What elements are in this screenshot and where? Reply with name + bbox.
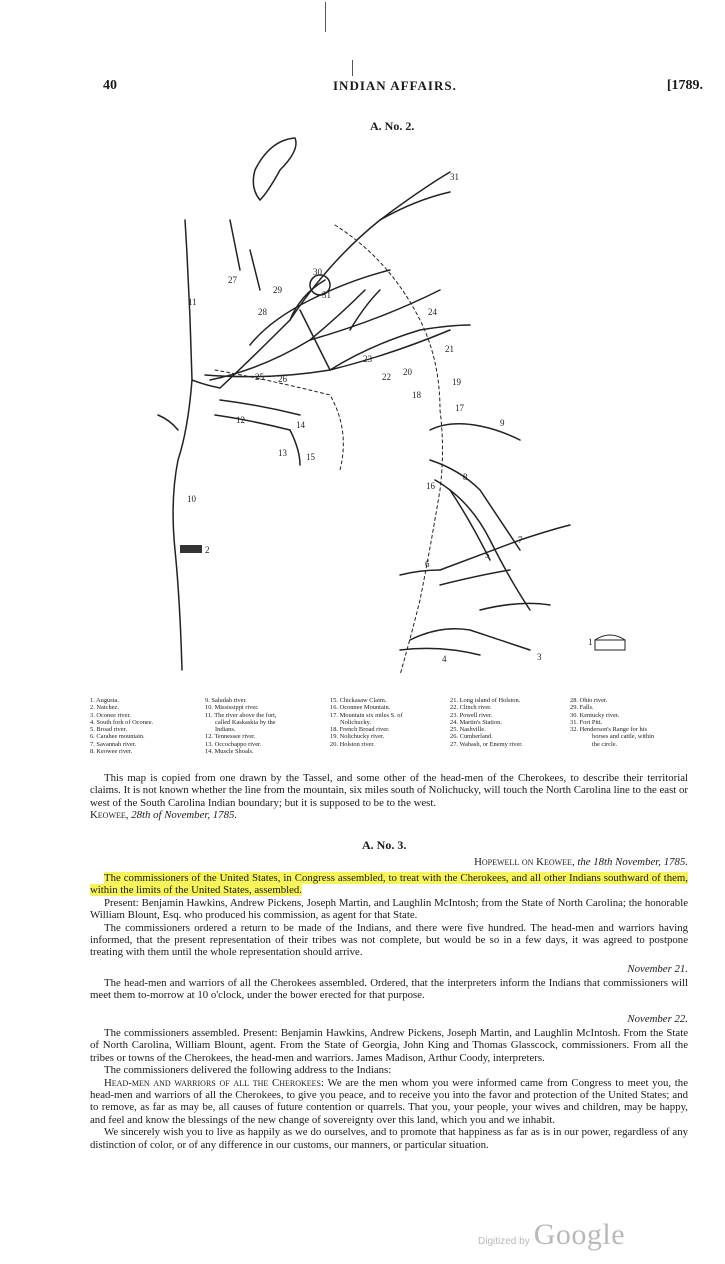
legend-entry: 32. Henderson's Range for his: [570, 726, 647, 734]
legend-entry: 27. Wabash, or Enemy river.: [450, 740, 523, 748]
map-label: 21: [445, 344, 454, 354]
map-label: 4: [442, 654, 447, 664]
delivered-paragraph: The commissioners delivered the following address to the Indians:: [104, 1064, 392, 1077]
date-nov-22: November 22.: [627, 1013, 688, 1025]
map-legend-column-3: [330, 697, 403, 748]
legend-entry: 16. Oconnee Mountain.: [330, 704, 391, 712]
running-title: INDIAN AFFAIRS.: [333, 78, 457, 93]
legend-entry: 20. Holston river.: [330, 740, 375, 748]
final-paragraph: We sincerely wish you to live as happily as we do ourselves, and to promote that happiness as far as is in our power, regardless of any distinction of color, or of any difference in our customs, our manners, or particular situation.: [90, 1126, 688, 1151]
legend-entry: 30. Kentucky river.: [570, 711, 620, 719]
map-label: 23: [363, 354, 372, 364]
nov-22-paragraph: The commissioners assembled. Present: Benjamin Hawkins, Andrew Pickens, Joseph Martin, and Laughlin McIntosh. From the State of North Carolina, William Blount, agent. From the State of Georgia, John King and Thomas Glasscock, commissioners. From all the tribes or towns of the Cherokees, the head-men and warriors. James Madison, Arthur Coody, interpreters.: [90, 1027, 688, 1064]
page-header: [103, 78, 703, 100]
map-label: 31: [322, 290, 331, 300]
legend-entry: 8. Keowee river.: [90, 748, 133, 756]
map-number-labels: [187, 172, 593, 664]
map-legend-column-1: [90, 697, 153, 755]
date-nov-21: November 21.: [627, 963, 688, 975]
legend-entry: 28. Ohio river.: [570, 697, 608, 704]
present-paragraph: Present: Benjamin Hawkins, Andrew Pickens, Joseph Martin, and Laughlin McIntosh; from the State of North Carolina; the honorable William Blount, Esq. who produced his commission, as agent for that State.: [90, 896, 688, 922]
legend-entry: 18. French Broad river.: [330, 726, 390, 734]
legend-entry: 11. The river above the fort,: [205, 711, 277, 719]
dateline: [90, 856, 688, 868]
map-label: 20: [403, 367, 412, 377]
map-label: 22: [382, 372, 391, 382]
legend-entry: 31. Fort Pitt.: [570, 718, 603, 726]
legend-entry: 24. Martin's Station.: [450, 718, 502, 726]
address-lead: Head-men and warriors of all the Cherokees:: [104, 1076, 324, 1089]
map-label: 27: [228, 275, 237, 285]
highlighted-passage: The commissioners of the United States, in Congress assembled, to treat with the Cherokees, and all other Indians southward of them, within the limits of the United States, assembled.: [90, 872, 688, 897]
natchez-town-icon: [180, 545, 202, 553]
map-legend-column-5: [570, 697, 654, 748]
digitized-by-google-watermark: [478, 1218, 625, 1252]
map-label: 6: [425, 559, 430, 569]
map-label: 11: [188, 297, 197, 307]
top-rule-line: [352, 60, 353, 76]
address-paragraph: [90, 1077, 688, 1127]
cherokee-territory-map: [150, 130, 650, 680]
map-label: 28: [258, 307, 267, 317]
map-label: 1: [588, 637, 593, 647]
map-label: 25: [255, 372, 264, 382]
map-caption: A. No. 2.: [370, 119, 415, 133]
legend-entry: 19. Nolichucky river.: [330, 733, 385, 741]
map-label: 16: [426, 481, 435, 491]
map-label: 19: [452, 377, 461, 387]
nov-22-block: [90, 1027, 688, 1151]
highlighted-opening: [90, 872, 688, 897]
augusta-town-icon: [595, 635, 625, 650]
legend-entry: 4. South fork of Oconee.: [90, 718, 154, 726]
legend-entry: called Kaskaskia by the: [215, 718, 276, 726]
map-legend-column-4: [450, 697, 523, 748]
page-number: 40: [103, 78, 117, 93]
legend-entry: 29. Falls.: [570, 704, 594, 712]
legend-entry: 9. Saludah river.: [205, 697, 247, 704]
map-label: 26: [278, 374, 287, 384]
map-label: 9: [500, 418, 505, 428]
map-label: 13: [278, 448, 287, 458]
legend-entry: 5. Broad river.: [90, 726, 127, 734]
legend-entry: 21. Long island of Holston.: [450, 697, 521, 704]
dateline-place: Hopewell on Keowee,: [474, 856, 575, 868]
legend-entry: 7. Savannah river.: [90, 740, 137, 748]
legend-entry: 23. Powell river.: [450, 711, 493, 719]
watermark-brand: Google: [533, 1218, 626, 1251]
map-lines: [158, 138, 570, 670]
map-note-text: This map is copied from one drawn by the Tassel, and some other of the head-men of the Cherokees, to describe their territorial claims. It is not known whether the line from the mountain, six miles south of Nolichucky, will touch the North Carolina line to the east or west of the South Carolina Indian boundary; but it is supposed to be to the west.: [90, 772, 688, 809]
legend-entry: Nolichucky.: [340, 718, 371, 726]
legend-entry: 3. Oconee river.: [90, 711, 131, 719]
legend-entry: the circle.: [592, 740, 618, 748]
dateline-date: the 18th November, 1785.: [577, 856, 688, 868]
map-label: 31: [450, 172, 459, 182]
map-label: 8: [463, 472, 468, 482]
legend-entry: 15. Chickasaw Claim.: [330, 697, 387, 704]
watermark-prefix: Digitized by: [478, 1236, 530, 1247]
legend-entry: 22. Clinch river.: [450, 704, 492, 712]
map-label: 12: [236, 415, 245, 425]
legend-entry: 17. Mountain six miles S. of: [330, 711, 403, 719]
map-label: 2: [205, 545, 210, 555]
legend-entry: Indians.: [215, 726, 236, 734]
section-title: A. No. 3.: [362, 838, 407, 852]
map-label: 10: [187, 494, 196, 504]
legend-entry: 25. Nashville.: [450, 726, 486, 734]
map-note-date: 28th of November, 1785.: [131, 809, 238, 822]
nov-21-block: [90, 977, 688, 1002]
dateline-row: [90, 856, 688, 868]
legend-entry: 1. Augusta.: [90, 697, 119, 704]
map-label: 24: [428, 307, 437, 317]
map-note-signature: [90, 809, 688, 821]
legend-entry: horses and cattle, within: [592, 733, 655, 741]
proceedings-block: [90, 872, 688, 959]
map-label: 3: [537, 652, 542, 662]
top-rule-line: [325, 2, 326, 32]
map-label: 30: [313, 267, 322, 277]
map-legend-column-2: [205, 697, 277, 755]
address-body: We are the men whom you were informed came from Congress to meet you, the head-men and warriors of all the Cherokees, to give you peace, and to receive you into the favor and protection of the United States; and to remove, as far as may be, all causes of future contention or quarrels. That you, your people, your wives and children, may be happy, and feel and know the blessings of the new change of sovereignty over this land, which you and we inhabit.: [90, 1076, 688, 1126]
map-note-place: Keowee,: [90, 809, 129, 822]
legend-entry: 14. Muscle Shoals.: [205, 748, 254, 756]
map-label: 18: [412, 390, 421, 400]
legend-entry: 12. Tennessee river.: [205, 733, 256, 741]
nov-21-paragraph: The head-men and warriors of all the Cherokees assembled. Ordered, that the interpreters inform the Indians that commissioners will meet them to-morrow at 10 o'clock, under the bower erected for that purpose.: [90, 977, 688, 1002]
legend-entry: 26. Cumberland.: [450, 733, 493, 741]
map-label: 15: [306, 452, 315, 462]
legend-entry: 10. Mississippi river.: [205, 704, 259, 712]
map-label: 7: [518, 535, 523, 545]
map-label: 29: [273, 285, 282, 295]
map-note: [90, 772, 688, 822]
return-paragraph: The commissioners ordered a return to be made of the Indians, and there were five hundred. The head-men and warriors having informed, that the present representation of their tribes was not complete, but would be so in a few days, it was agreed to postpone treating with them until the whole representation should arrive.: [90, 921, 688, 959]
legend-entry: 2. Natchez.: [90, 704, 119, 712]
map-label: 5: [485, 550, 490, 560]
header-year: [1789.: [666, 78, 703, 93]
legend-entry: 13. Occochappo river.: [205, 740, 262, 748]
legend-entry: 6. Carahee mountain.: [90, 733, 145, 741]
map-label: 17: [455, 403, 464, 413]
map-label: 14: [296, 420, 305, 430]
